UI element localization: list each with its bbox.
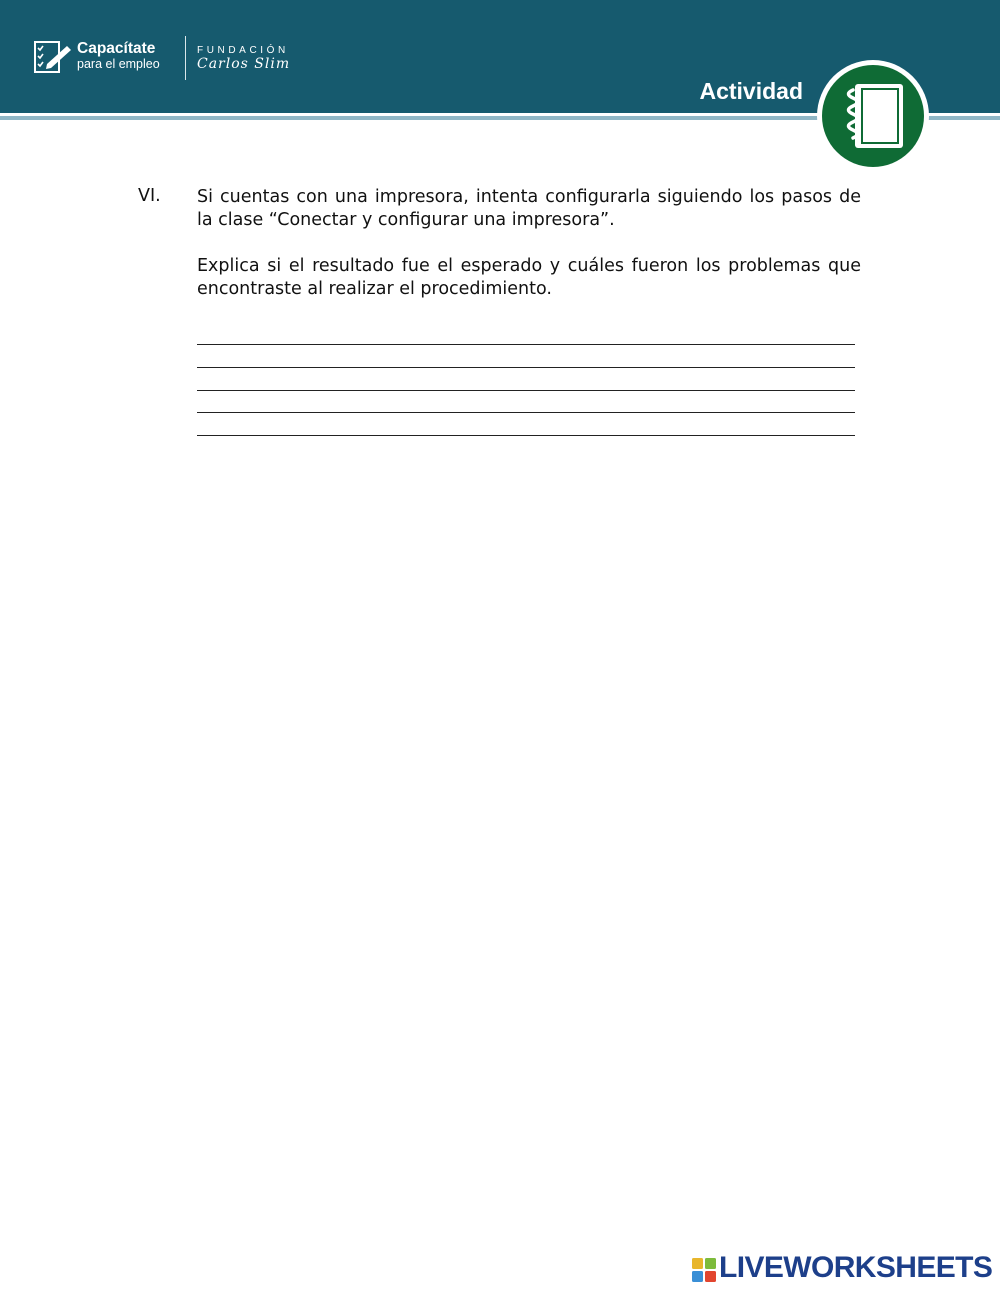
answer-field-1[interactable]	[197, 322, 855, 344]
foundation-label: FUNDACIÓN	[197, 45, 289, 56]
exercise-question: Explica si el resultado fue el esperado y cuáles fueron los problemas que encontraste al realizar el procedimiento.	[197, 256, 861, 299]
foundation-name: Carlos Slim	[197, 56, 291, 72]
liveworksheets-cubes-icon	[692, 1258, 716, 1282]
liveworksheets-brand: LIVEWORKSHEETS	[719, 1251, 993, 1284]
logo-title: Capacítate	[77, 40, 156, 57]
logo-divider	[185, 36, 186, 80]
exercise-number: VI.	[138, 186, 161, 206]
answer-field-5[interactable]	[197, 413, 855, 435]
logo-subtitle: para el empleo	[77, 57, 160, 71]
answer-line	[197, 435, 855, 436]
activity-label: Actividad	[699, 78, 803, 104]
exercise-instruction: Si cuentas con una impresora, intenta configurarla siguiendo los pasos de la clase “Conectar y configurar una impresora”.	[197, 187, 861, 230]
activity-badge	[813, 58, 933, 174]
checklist-pencil-icon	[33, 40, 73, 74]
answer-field-2[interactable]	[197, 345, 855, 367]
answer-field-4[interactable]	[197, 391, 855, 413]
notebook-icon	[849, 84, 904, 148]
answer-field-3[interactable]	[197, 368, 855, 390]
